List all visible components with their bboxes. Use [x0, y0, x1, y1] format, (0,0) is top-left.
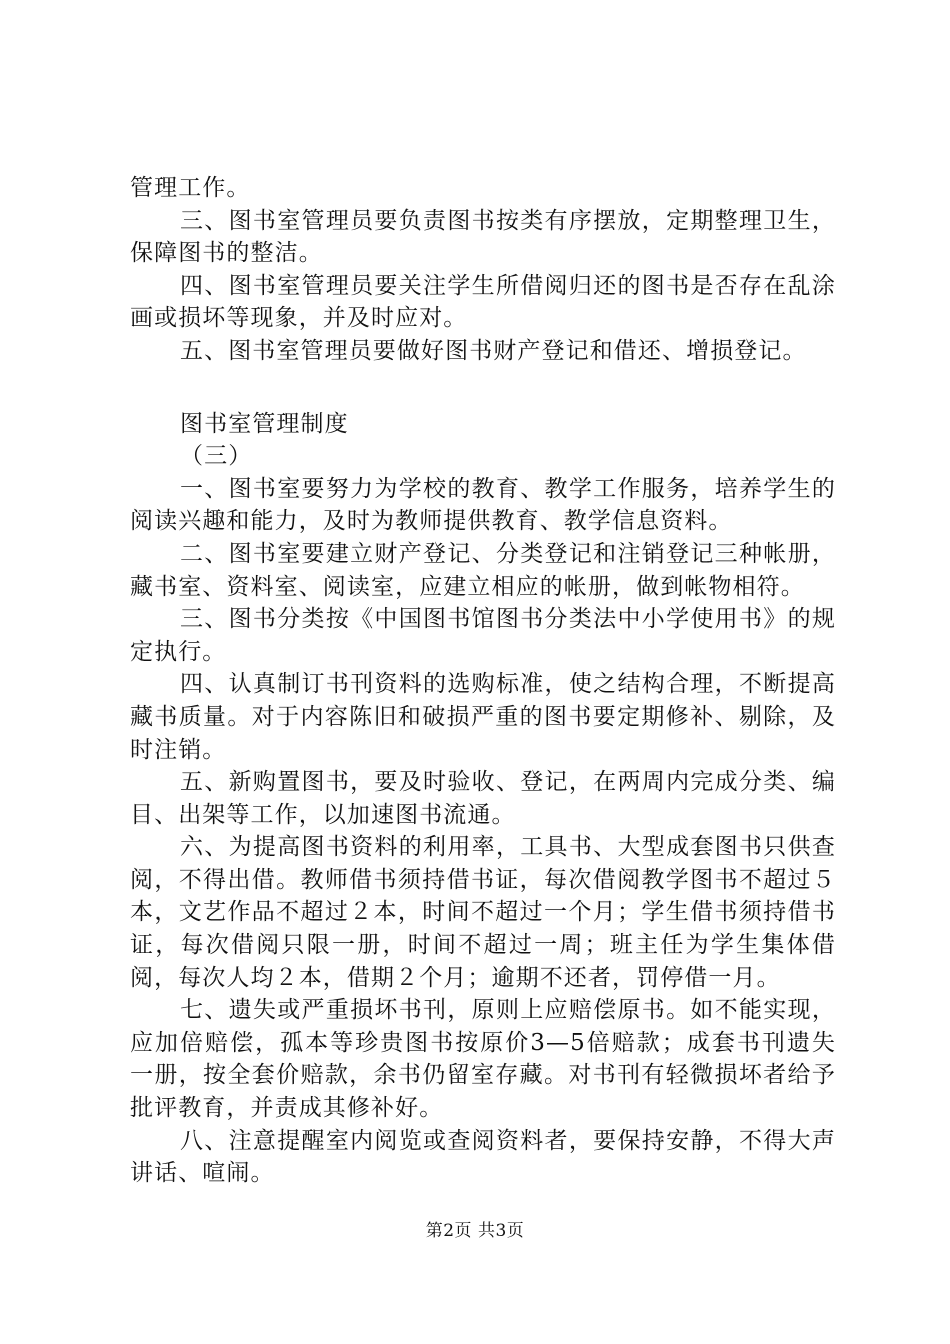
page-number-label: 第2页 共3页: [425, 1221, 525, 1241]
paragraph-item-1: 一、图书室要努力为学校的教育、教学工作服务，培养学生的阅读兴趣和能力，及时为教师提供教育、教学信息资料。: [130, 475, 836, 535]
paragraph-item-7: 七、遗失或严重损坏书刊，原则上应赔偿原书。如不能实现，应加倍赔偿，孤本等珍贵图书按原价3—5倍赔款；成套书刊遗失一册，按全套价赔款，余书仍留室存藏。对书刊有轻微损坏者给予批评教育，并责成其修补好。: [130, 997, 836, 1122]
paragraph-continuation: 管理工作。: [130, 175, 251, 201]
paragraph-item-5: 五、新购置图书，要及时验收、登记，在两周内完成分类、编目、出架等工作，以加速图书流通。: [130, 769, 836, 828]
paragraph-item-8: 八、注意提醒室内阅览或查阅资料者，要保持安静，不得大声讲话、喧闹。: [130, 1127, 836, 1187]
paragraph-item-2: 二、图书室要建立财产登记、分类登记和注销登记三种帐册，藏书室、资料室、阅读室，应建立相应的帐册，做到帐物相符。: [130, 540, 836, 600]
document-body: [130, 172, 836, 1190]
paragraph-item-3: 三、图书分类按《中国图书馆图书分类法中小学使用书》的规定执行。: [130, 606, 836, 665]
paragraph-item-6: 六、为提高图书资料的利用率，工具书、大型成套图书只供查阅，不得出借。教师借书须持借书证，每次借阅教学图书不超过５本，文艺作品不超过２本，时间不超过一个月；学生借书须持借书证，每次借阅只限一册，时间不超过一周；班主任为学生集体借阅，每次人均２本，借期２个月；逾期不还者，罚停借一月。: [130, 834, 836, 991]
paragraph-rule-3: 三、图书室管理员要负责图书按类有序摆放，定期整理卫生，保障图书的整洁。: [130, 207, 836, 267]
section-title: 图书室管理制度: [180, 410, 349, 437]
section-subtitle: （三）: [180, 443, 253, 470]
section-spacer: [130, 368, 836, 408]
paragraph-rule-5: 五、图书室管理员要做好图书财产登记和借还、增损登记。: [180, 337, 807, 364]
paragraph-item-4: 四、认真制订书刊资料的选购标准，使之结构合理，不断提高藏书质量。对于内容陈旧和破损严重的图书要定期修补、剔除，及时注销。: [130, 671, 836, 763]
page-footer: [0, 1216, 950, 1241]
paragraph-rule-4: 四、图书室管理员要关注学生所借阅归还的图书是否存在乱涂画或损坏等现象，并及时应对。: [130, 272, 836, 332]
